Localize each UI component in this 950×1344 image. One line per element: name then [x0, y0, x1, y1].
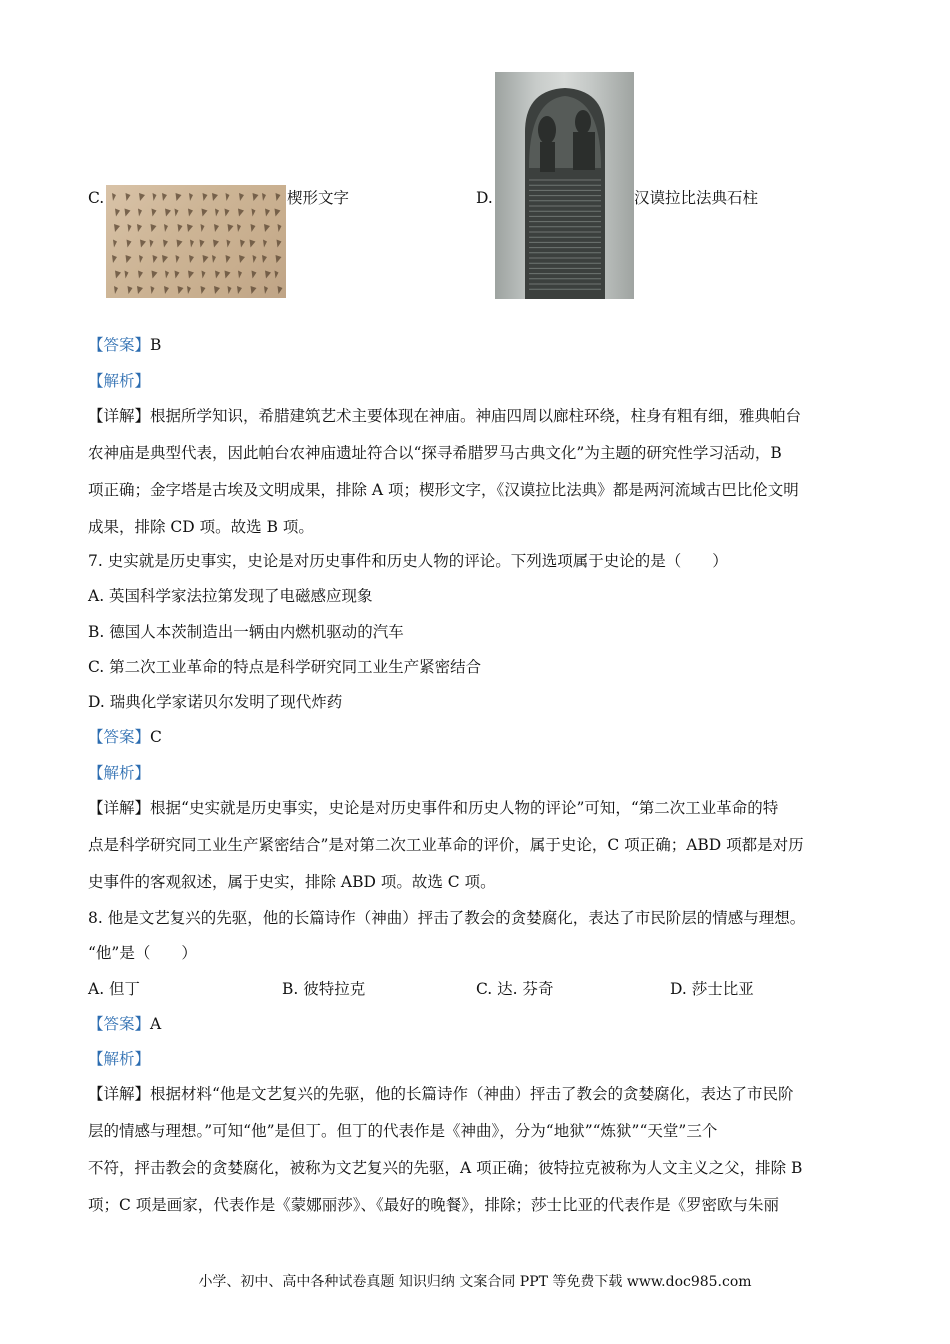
- q8-detail-line: 项；C 项是画家，代表作是《蒙娜丽莎》、《最好的晚餐》，排除；莎士比亚的代表作是《罗密欧与朱丽: [88, 1196, 780, 1214]
- stele-illustration: [495, 72, 634, 299]
- q8-detail-line: 不符，抨击教会的贪婪腐化，被称为文艺复兴的先驱，A 项正确；彼特拉克被称为人文主义之父，排除 B: [88, 1159, 803, 1177]
- q7-answer: 【答案】C: [88, 728, 162, 746]
- page-footer: 小学、初中、高中各种试卷真题 知识归纳 文案合同 PPT 等免费下载 www.doc985.com: [198, 1274, 752, 1290]
- cuneiform-image: [106, 185, 286, 298]
- q8-option-d: D. 莎士比亚: [670, 980, 754, 998]
- q8-stem-line: “他”是（ ）: [88, 944, 197, 962]
- q8-option-c: C. 达. 芬奇: [476, 980, 554, 998]
- q8-detail-line: 层的情感与理想。”可知“他”是但丁。但丁的代表作是《神曲》，分为“地狱”“炼狱”“天堂”三个: [88, 1122, 718, 1140]
- q6-detail-line: 项正确；金字塔是古埃及文明成果，排除 A 项；楔形文字，《汉谟拉比法典》都是两河流域古巴比伦文明: [88, 481, 799, 499]
- q8-answer: 【答案】A: [88, 1015, 162, 1033]
- q7-option-d: D. 瑞典化学家诺贝尔发明了现代炸药: [88, 693, 343, 711]
- q6-detail-line: 【详解】根据所学知识，希腊建筑艺术主要体现在神庙。神庙四周以廊柱环绕，柱身有粗有细，雅典帕台: [88, 407, 802, 425]
- q6-answer: 【答案】B: [88, 336, 162, 354]
- hammurabi-stele-image: [495, 72, 634, 299]
- q6-detail-line: 农神庙是典型代表，因此帕台农神庙遗址符合以“探寻希腊罗马古典文化”为主题的研究性学习活动，B: [88, 444, 782, 462]
- option-c-label: C.: [88, 189, 105, 207]
- q8-stem-line: 8. 他是文艺复兴的先驱，他的长篇诗作（神曲）抨击了教会的贪婪腐化，表达了市民阶层的情感与理想。: [88, 909, 806, 927]
- q7-option-b: B. 德国人本茨制造出一辆由内燃机驱动的汽车: [88, 623, 404, 641]
- option-d-label: D.: [476, 189, 493, 207]
- q7-analysis-tag: 【解析】: [88, 764, 151, 782]
- cuneiform-tablet-illustration: [106, 185, 286, 298]
- q7-stem: 7. 史实就是历史事实，史论是对历史事件和历史人物的评论。下列选项属于史论的是（ ）: [88, 552, 728, 570]
- q8-option-a: A. 但丁: [88, 980, 141, 998]
- q8-analysis-tag: 【解析】: [88, 1050, 151, 1068]
- q7-option-a: A. 英国科学家法拉第发现了电磁感应现象: [88, 587, 373, 605]
- q8-detail-line: 【详解】根据材料“他是文艺复兴的先驱，他的长篇诗作（神曲）抨击了教会的贪婪腐化，表达了市民阶: [88, 1085, 794, 1103]
- option-c-caption: 楔形文字: [287, 189, 350, 207]
- q8-option-b: B. 彼特拉克: [282, 980, 366, 998]
- q7-detail-line: 【详解】根据“史实就是历史事实，史论是对历史事件和历史人物的评论”可知，“第二次工业革命的特: [88, 799, 779, 817]
- q6-detail-line: 成果，排除 CD 项。故选 B 项。: [88, 518, 314, 536]
- option-d-caption: 汉谟拉比法典石柱: [634, 189, 759, 207]
- q7-detail-line: 史事件的客观叙述，属于史实，排除 ABD 项。故选 C 项。: [88, 873, 496, 891]
- q7-option-c: C. 第二次工业革命的特点是科学研究同工业生产紧密结合: [88, 658, 482, 676]
- q6-analysis-tag: 【解析】: [88, 372, 151, 390]
- q7-detail-line: 点是科学研究同工业生产紧密结合”是对第二次工业革命的评价，属于史论，C 项正确；ABD 项都是对历: [88, 836, 804, 854]
